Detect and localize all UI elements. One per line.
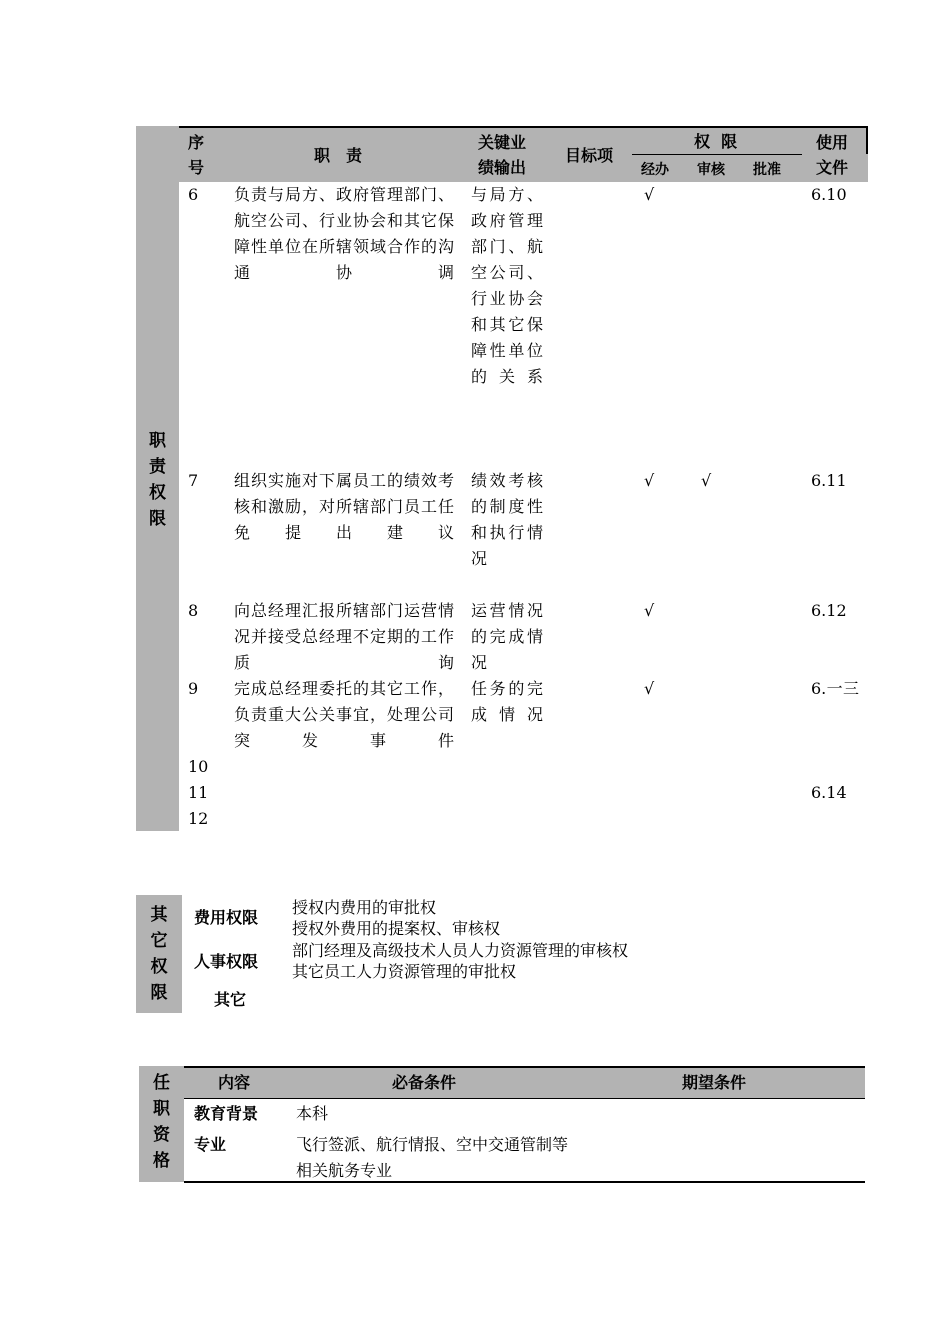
row-duty: 完成总经理委托的其它工作，负责重大公关事宜，处理公司突发事件: [234, 679, 454, 750]
row-seq: 12: [188, 809, 209, 828]
row-doc: 6.12: [811, 601, 847, 620]
qual-row-label: 专业: [194, 1135, 227, 1154]
row-seq: 11: [188, 783, 209, 802]
row-seq: 10: [188, 757, 209, 776]
row-duty: 负责与局方、政府管理部门、航空公司、行业协会和其它保障性单位在所辖领域合作的沟通协调: [234, 185, 454, 282]
row-doc: 6.14: [811, 783, 847, 802]
row-seq: 7: [188, 471, 199, 490]
row-kpi: 任务的完成情况: [471, 679, 543, 724]
personnel-line: 部门经理及高级技术人员人力资源管理的审核权: [292, 941, 629, 960]
row-handle-check: √: [644, 679, 655, 698]
row-handle-check: √: [644, 185, 655, 204]
other-label: 其它: [214, 990, 247, 1009]
qual-header-content: 内容: [218, 1073, 251, 1092]
row-kpi: 运营情况的完成情况: [471, 601, 543, 672]
personnel-line: 其它员工人力资源管理的审批权: [292, 962, 517, 981]
row-doc: 6.11: [811, 471, 847, 490]
qual-header-expected: 期望条件: [682, 1073, 747, 1092]
header-kpi: 关键业 绩输出: [478, 133, 527, 177]
header-handle: 经办: [641, 162, 669, 178]
row-kpi: 与局方、政府管理部门、航空公司、行业协会和其它保障性单位的关系: [471, 185, 543, 386]
header-review: 审核: [697, 162, 725, 178]
row-handle-check: √: [644, 601, 655, 620]
header-target: 目标项: [565, 146, 614, 165]
row-doc: 6.10: [811, 185, 847, 204]
qual-row-label: 教育背景: [194, 1104, 259, 1123]
header-approve: 批准: [753, 162, 781, 178]
expense-line: 授权外费用的提案权、审核权: [292, 919, 501, 938]
other-side-label: 其 它 权 限: [150, 905, 168, 1003]
qual-header-bottom-rule: [184, 1098, 865, 1099]
row-seq: 8: [188, 601, 199, 620]
row-seq: 9: [188, 679, 199, 698]
header-duty: 职 责: [314, 146, 363, 165]
qual-header-bg: [184, 1068, 865, 1098]
duties-side-label: 职 责 权 限: [149, 431, 166, 529]
header-seq: 序 号: [188, 133, 205, 177]
row-seq: 6: [188, 185, 199, 204]
row-duty: 组织实施对下属员工的绩效考核和激励，对所辖部门员工任免提出建议: [234, 471, 454, 542]
row-handle-check: √: [644, 471, 655, 490]
qual-side-label: 任 职 资 格: [153, 1073, 170, 1171]
qual-row-required: 本科: [296, 1104, 329, 1123]
row-duty: 向总经理汇报所辖部门运营情况并接受总经理不定期的工作质询: [234, 601, 454, 672]
expense-label: 费用权限: [194, 908, 259, 927]
qual-row-required: 飞行签派、航行情报、空中交通管制等相关航务专业: [296, 1135, 569, 1180]
row-kpi: 绩效考核的制度性和执行情况: [471, 471, 543, 568]
row-review-check: √: [701, 471, 712, 490]
duties-header-top-rule: [179, 126, 868, 128]
qual-header-top-rule: [184, 1066, 865, 1068]
row-doc: 6.一三: [811, 679, 859, 698]
qual-header-required: 必备条件: [392, 1073, 457, 1092]
header-authority: 权 限: [694, 132, 738, 151]
expense-line: 授权内费用的审批权: [292, 898, 437, 917]
personnel-label: 人事权限: [194, 952, 259, 971]
header-docs: 使用 文件: [816, 133, 849, 177]
authority-under-rule: [632, 154, 802, 155]
duties-header-right-rule: [866, 126, 868, 154]
